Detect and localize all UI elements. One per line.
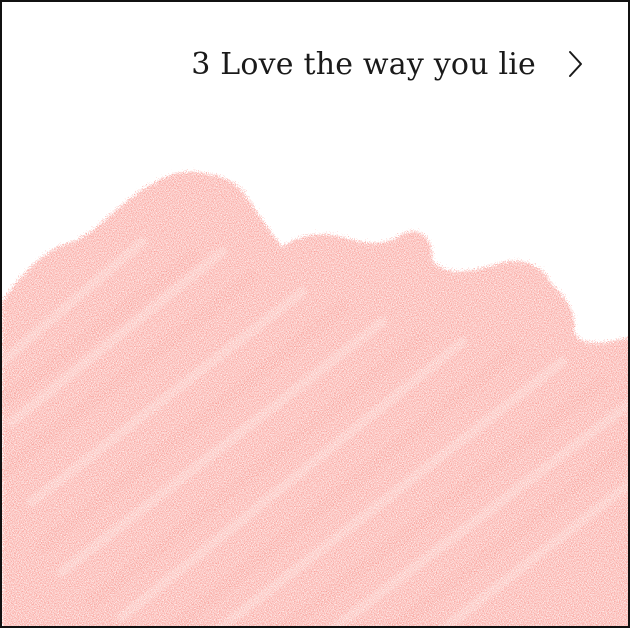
card-header: [191, 46, 588, 82]
scribble-fill: [2, 172, 630, 628]
chevron-right-icon: [567, 50, 583, 78]
track-title: 3 Love the way you lie: [191, 46, 536, 82]
next-button[interactable]: [562, 46, 588, 82]
crayon-scribble-artwork: [2, 2, 630, 628]
